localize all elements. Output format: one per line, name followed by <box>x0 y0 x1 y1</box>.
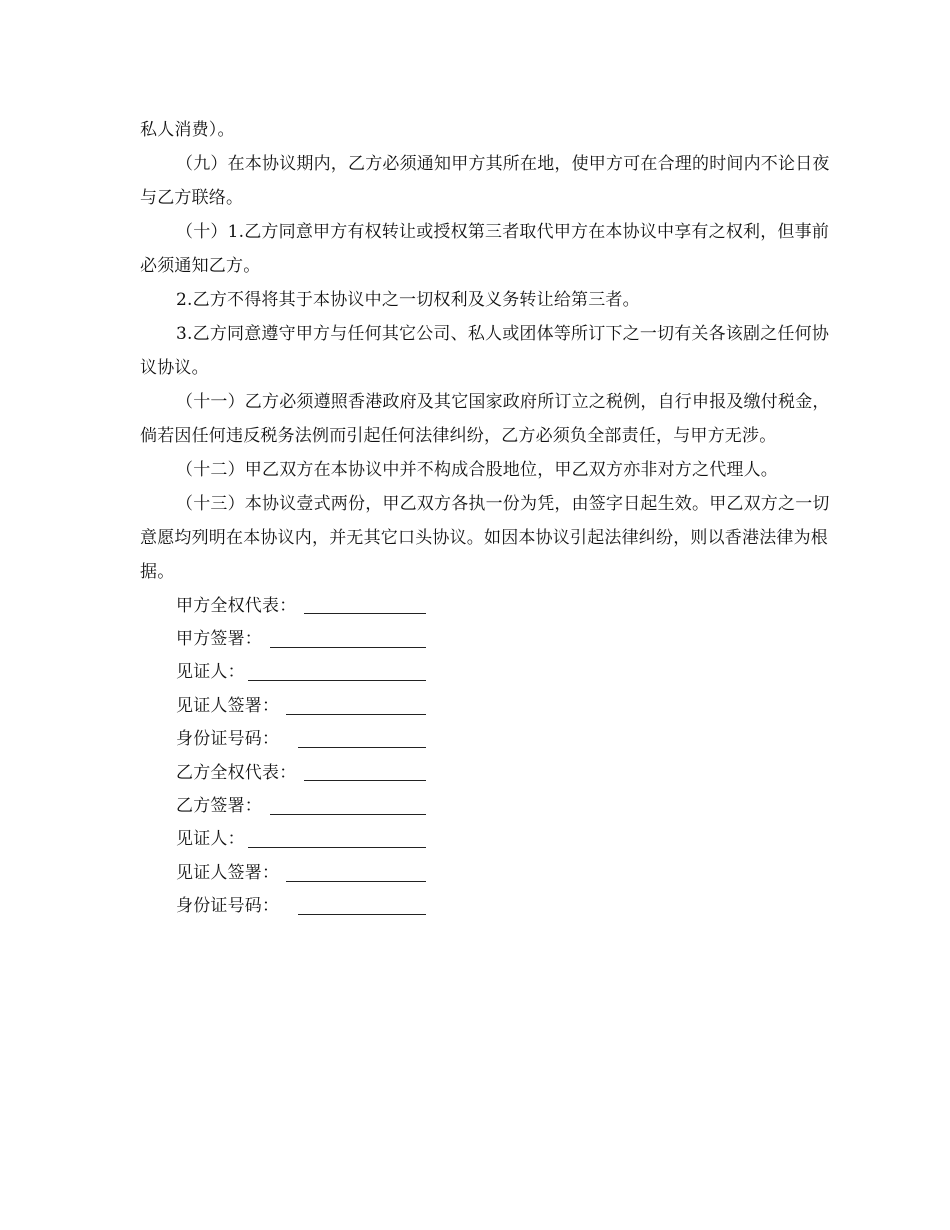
clause-10-item-3: 3.乙方同意遵守甲方与任何其它公司、私人或团体等所订下之一切有关各该剧之任何协议协议。 <box>140 324 830 378</box>
signature-field-witness-2-signature[interactable] <box>140 856 830 889</box>
clause-10-item-1: （十）1.乙方同意甲方有权转让或授权第三者取代甲方在本协议中享有之权利，但事前必须通知乙方。 <box>140 222 830 276</box>
signature-line[interactable] <box>286 714 426 715</box>
signature-line[interactable] <box>286 881 426 882</box>
paragraph-private-consumption: 私人消费）。 <box>140 120 235 140</box>
signature-field-party-a-representative[interactable] <box>140 589 830 622</box>
signature-field-label: 身份证号码： <box>176 896 280 917</box>
signature-field-party-b-representative[interactable] <box>140 756 830 789</box>
clause-11: （十一）乙方必须遵照香港政府及其它国家政府所订立之税例，自行申报及缴付税金，倘若因任何违反税务法例而引起任何法律纠纷，乙方必须负全部责任，与甲方无涉。 <box>140 392 830 446</box>
signature-field-label: 身份证号码： <box>176 729 280 750</box>
signature-line[interactable] <box>270 814 426 815</box>
signature-block <box>140 589 830 923</box>
signature-field-witness-1-signature[interactable] <box>140 689 830 722</box>
signature-field-id-number-2[interactable] <box>140 890 830 923</box>
signature-field-id-number-1[interactable] <box>140 723 830 756</box>
document-body <box>140 113 830 923</box>
signature-line[interactable] <box>270 647 426 648</box>
signature-field-party-b-signature[interactable] <box>140 789 830 822</box>
signature-line[interactable] <box>304 780 426 781</box>
signature-field-label: 甲方签署： <box>176 629 262 650</box>
signature-field-witness-2[interactable] <box>140 823 830 856</box>
signature-field-label: 见证人签署： <box>176 862 280 883</box>
signature-field-label: 见证人签署： <box>176 695 280 716</box>
signature-field-party-a-signature[interactable] <box>140 622 830 655</box>
signature-field-label: 见证人： <box>176 829 245 850</box>
signature-line[interactable] <box>248 680 426 681</box>
clause-10-item-2: 2.乙方不得将其于本协议中之一切权利及义务转让给第三者。 <box>176 290 640 310</box>
signature-line[interactable] <box>248 847 426 848</box>
clause-13: （十三）本协议壹式两份，甲乙双方各执一份为凭，由签字日起生效。甲乙双方之一切意愿均列明在本协议内，并无其它口头协议。如因本协议引起法律纠纷，则以香港法律为根据。 <box>140 494 830 582</box>
clause-9: （九）在本协议期内，乙方必须通知甲方其所在地，使甲方可在合理的时间内不论日夜与乙方联络。 <box>140 154 830 208</box>
signature-field-label: 甲方全权代表： <box>176 595 297 616</box>
signature-line[interactable] <box>298 914 426 915</box>
signature-line[interactable] <box>304 613 426 614</box>
signature-field-label: 乙方签署： <box>176 796 262 817</box>
clause-12: （十二）甲乙双方在本协议中并不构成合股地位，甲乙双方亦非对方之代理人。 <box>176 460 778 480</box>
signature-field-label: 乙方全权代表： <box>176 762 297 783</box>
signature-field-label: 见证人： <box>176 662 245 683</box>
signature-line[interactable] <box>298 747 426 748</box>
signature-field-witness-1[interactable] <box>140 656 830 689</box>
